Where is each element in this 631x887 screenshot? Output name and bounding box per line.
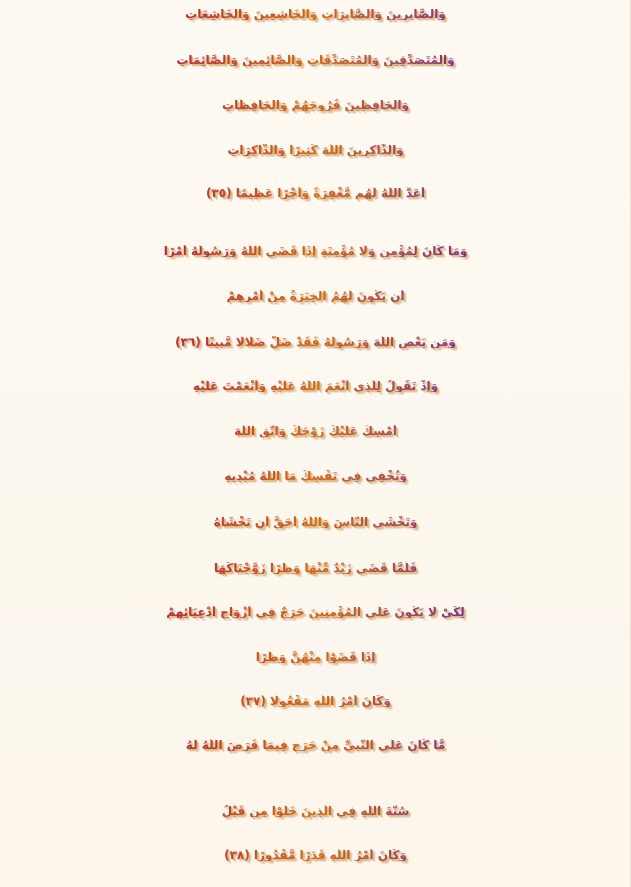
verse-line-18: سُنَّةَ اللَّهِ فِي الَّذِينَ خَلَوْا مِن قَبْلُ (0, 805, 631, 817)
verse-line-2: وَالْمُتَصَدِّقِينَ وَالْمُتَصَدِّقَاتِ وَالصَّائِمِينَ وَالصَّائِمَاتِ (0, 54, 631, 66)
verse-line-3: وَالْحَافِظِينَ فُرُوجَهُمْ وَالْحَافِظَاتِ (0, 99, 631, 111)
verse-line-14: لِكَيْ لَا يَكُونَ عَلَى الْمُؤْمِنِينَ حَرَجٌ فِي أَزْوَاجِ أَدْعِيَائِهِمْ (0, 606, 631, 618)
verse-line-1: وَالصَّابِرِينَ وَالصَّابِرَاتِ وَالْخَاشِعِينَ وَالْخَاشِعَاتِ (0, 8, 631, 20)
verse-line-11: وَتُخْفِي فِي نَفْسِكَ مَا اللَّهُ مُبْدِيهِ (0, 470, 631, 482)
verse-line-16: وَكَانَ أَمْرُ اللَّهِ مَفْعُولًا (٣٧) (0, 695, 631, 707)
verse-line-12: وَتَخْشَى النَّاسَ وَاللَّهُ أَحَقُّ أَن تَخْشَاهُ (0, 516, 631, 528)
verse-line-7: أَن يَكُونَ لَهُمُ الْخِيَرَةُ مِنْ أَمْرِهِمْ (0, 290, 631, 302)
verse-line-15: إِذَا قَضَوْا مِنْهُنَّ وَطَرًا (0, 651, 631, 663)
verse-line-4: وَالذَّاكِرِينَ اللَّهَ كَثِيرًا وَالذَّاكِرَاتِ (0, 144, 631, 156)
verse-line-17: مَّا كَانَ عَلَى النَّبِيِّ مِنْ حَرَجٍ فِيمَا فَرَضَ اللَّهُ لَهُ (0, 739, 631, 751)
verse-line-10: أَمْسِكْ عَلَيْكَ زَوْجَكَ وَاتَّقِ اللَّهَ (0, 425, 631, 437)
verse-line-9: وَإِذْ تَقُولُ لِلَّذِي أَنْعَمَ اللَّهُ عَلَيْهِ وَأَنْعَمْتَ عَلَيْهِ (0, 380, 631, 392)
verse-line-13: فَلَمَّا قَضَى زَيْدٌ مِّنْهَا وَطَرًا زَوَّجْنَاكَهَا (0, 562, 631, 574)
verse-line-5: أَعَدَّ اللَّهُ لَهُم مَّغْفِرَةً وَأَجْرًا عَظِيمًا (٣٥) (0, 187, 631, 199)
verse-line-6: وَمَا كَانَ لِمُؤْمِنٍ وَلَا مُؤْمِنَةٍ إِذَا قَضَى اللَّهُ وَرَسُولُهُ أَمْرًا (0, 245, 631, 257)
verse-line-19: وَكَانَ أَمْرُ اللَّهِ قَدَرًا مَّقْدُورًا (٣٨) (0, 849, 631, 861)
verse-line-8: وَمَن يَعْصِ اللَّهَ وَرَسُولَهُ فَقَدْ ضَلَّ ضَلَالًا مُّبِينًا (٣٦) (0, 336, 631, 348)
